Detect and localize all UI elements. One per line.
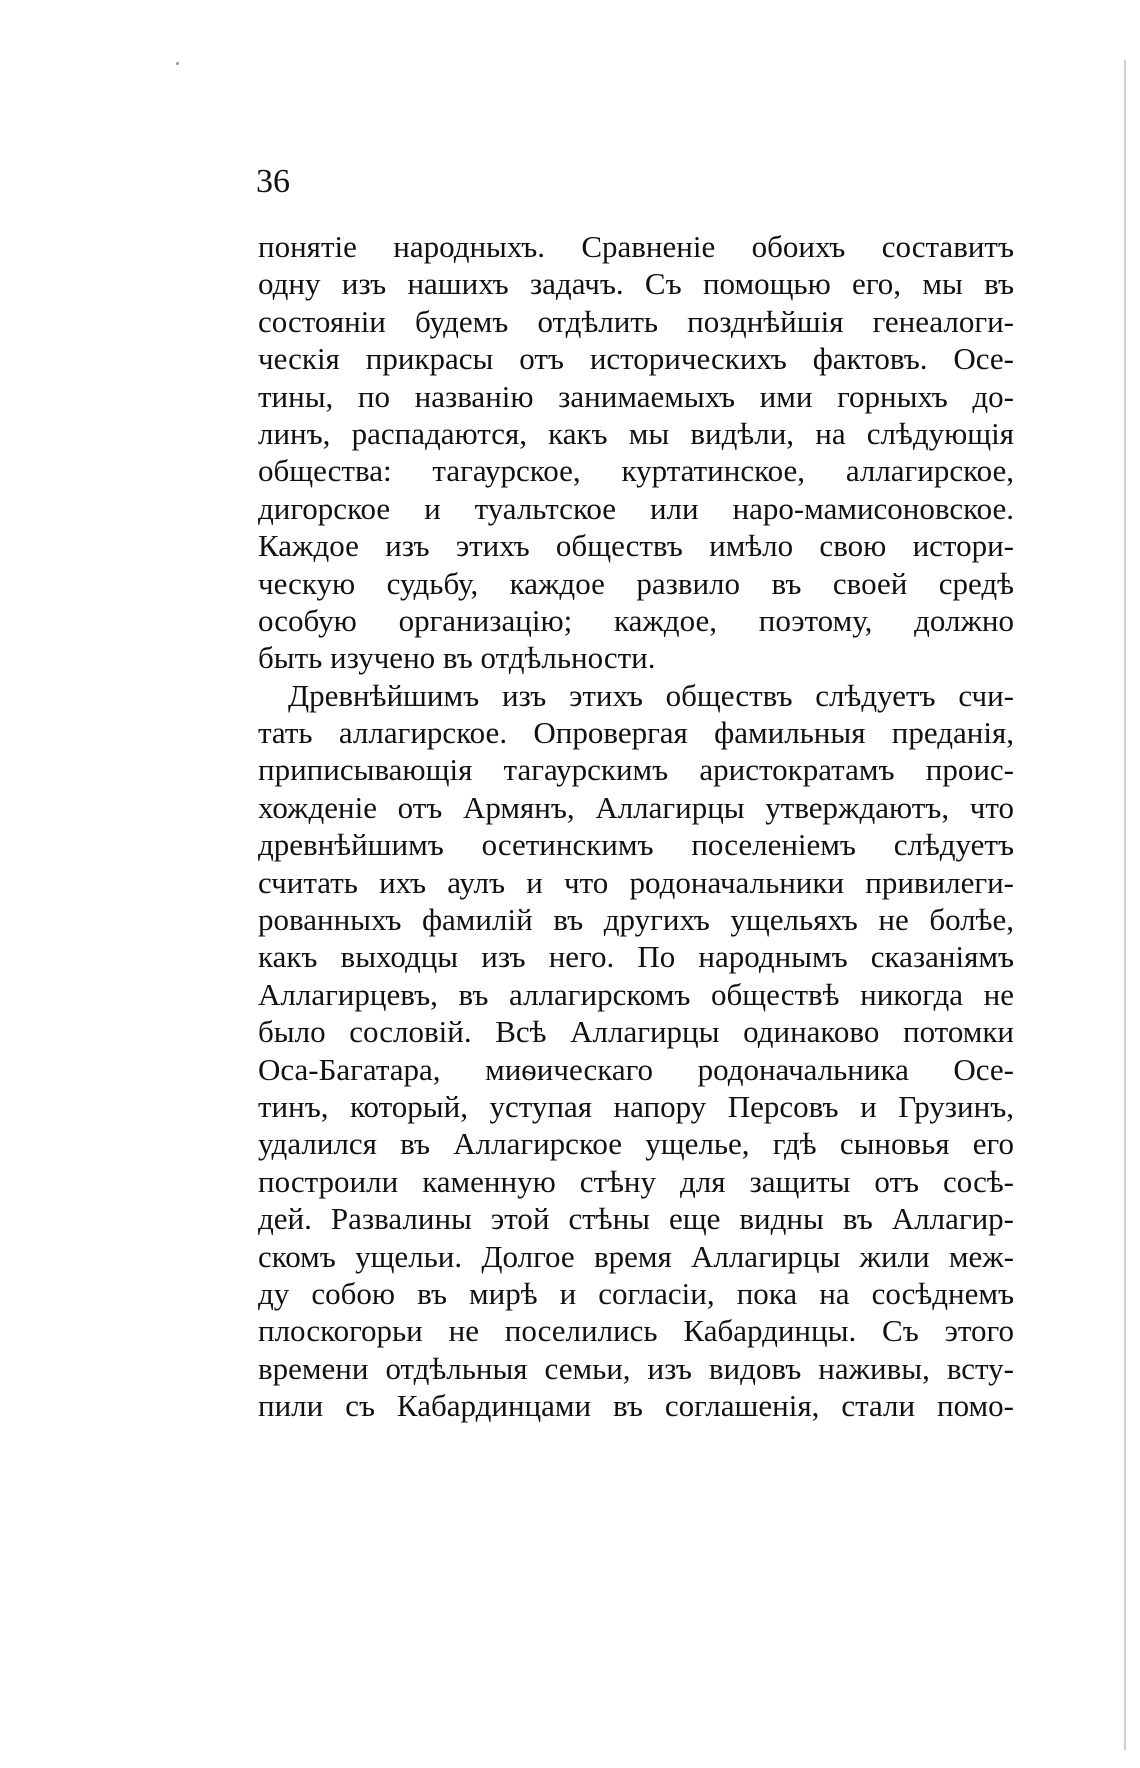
text-line: удалился въ Аллагирское ущелье, гдѣ сыновья его xyxy=(258,1126,1014,1162)
text-line: рованныхъ фамилій въ другихъ ущельяхъ не болѣе, xyxy=(258,902,1014,938)
text-line: тать аллагирское. Опровергая фамильныя преданія, xyxy=(258,715,1014,751)
paragraph-1 xyxy=(258,228,1014,677)
text-line: какъ выходцы изъ него. По народнымъ сказаніямъ xyxy=(258,939,1014,975)
text-line: одну изъ нашихъ задачъ. Съ помощью его, мы въ xyxy=(258,266,1014,302)
text-line: дей. Развалины этой стѣны еще видны въ Аллагир- xyxy=(258,1201,1014,1237)
text-line: понятіе народныхъ. Сравненіе обоихъ составитъ xyxy=(258,229,1014,264)
text-line: тинъ, который, уступая напору Персовъ и Грузинъ, xyxy=(258,1088,1014,1124)
text-line: скомъ ущельи. Долгое время Аллагирцы жили меж- xyxy=(258,1238,1014,1274)
text-line: линъ, распадаются, какъ мы видѣли, на слѣдующія xyxy=(258,415,1014,451)
text-line: быть изучено въ отдѣльности. xyxy=(258,640,656,676)
page-edge-line xyxy=(1124,60,1126,1750)
text-line: построили каменную стѣну для защиты отъ сосѣ- xyxy=(258,1163,1014,1199)
scan-dot-mark xyxy=(176,62,179,65)
page-number: 36 xyxy=(256,163,290,200)
text-line: Каждое изъ этихъ обществъ имѣло свою истори- xyxy=(258,528,1014,564)
text-line: состояніи будемъ отдѣлить позднѣйшія генеалоги- xyxy=(258,303,1014,339)
text-line: ду собою въ мирѣ и согласіи, пока на сосѣднемъ xyxy=(258,1275,1014,1311)
text-line: плоскогорьи не поселились Кабардинцы. Съ этого xyxy=(258,1313,1014,1349)
text-line: Аллагирцевъ, въ аллагирскомъ обществѣ никогда не xyxy=(258,976,1014,1012)
text-line: считать ихъ аулъ и что родоначальники привилеги- xyxy=(258,864,1014,900)
text-line: времени отдѣльныя семьи, изъ видовъ наживы, всту- xyxy=(258,1350,1014,1386)
text-line: тины, по названію занимаемыхъ ими горныхъ до- xyxy=(258,378,1014,414)
text-line: ческую судьбу, каждое развило въ своей средѣ xyxy=(258,565,1014,601)
text-line: особую организацію; каждое, поэтому, должно xyxy=(258,602,1014,638)
text-line: древнѣйшимъ осетинскимъ поселеніемъ слѣдуетъ xyxy=(258,827,1014,863)
text-line: пили съ Кабардинцами въ соглашенія, стали помо- xyxy=(258,1388,1014,1424)
text-line: дигорское и туальтское или наро-мамисоновское. xyxy=(258,490,1014,526)
body-text xyxy=(258,228,1014,1425)
text-line: было сословій. Всѣ Аллагирцы одинаково потомки xyxy=(258,1014,1014,1050)
text-line: приписывающія тагаурскимъ аристократамъ проис- xyxy=(258,752,1014,788)
text-line: Древнѣйшимъ изъ этихъ обществъ слѣдуетъ счи- xyxy=(288,677,1014,713)
text-line: общества: тагаурское, куртатинское, аллагирское, xyxy=(258,453,1014,489)
paragraph-2 xyxy=(258,677,1014,1425)
text-line: хожденіе отъ Армянъ, Аллагирцы утверждаютъ, что xyxy=(258,789,1014,825)
text-line: Оса-Багатара, миѳическаго родоначальника Осе- xyxy=(258,1051,1014,1087)
text-line: ческія прикрасы отъ историческихъ фактовъ. Осе- xyxy=(258,341,1014,377)
